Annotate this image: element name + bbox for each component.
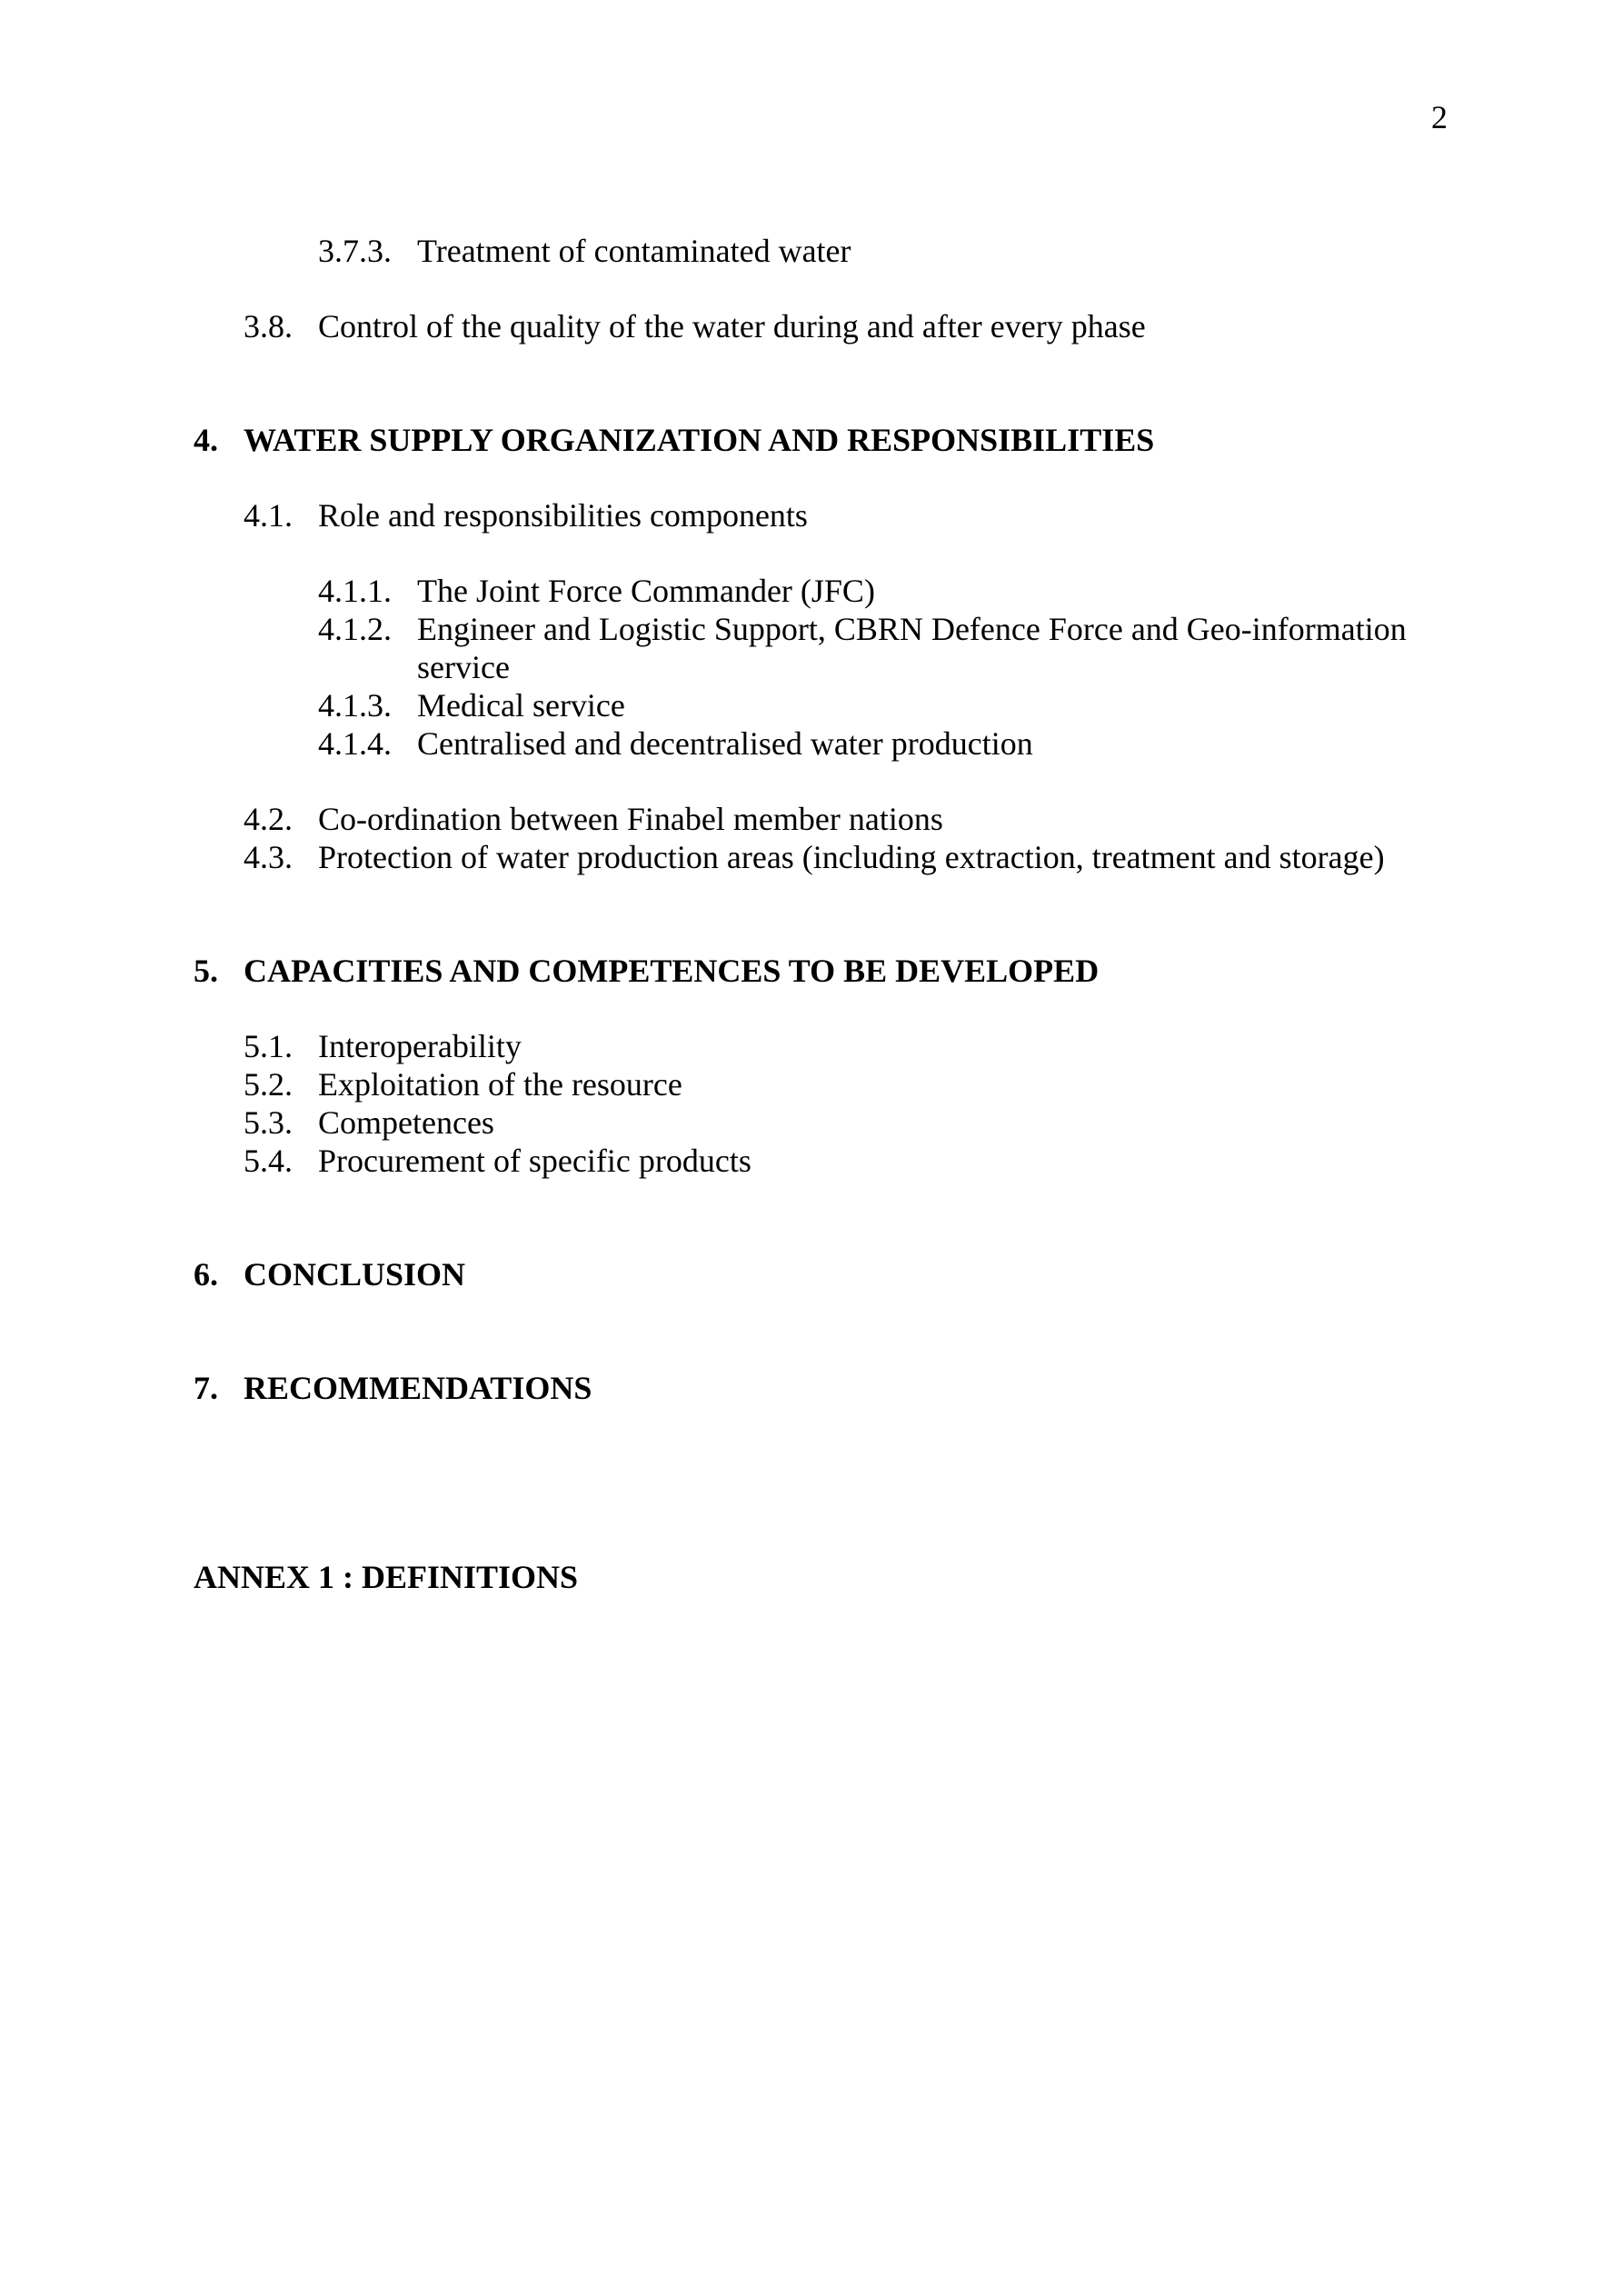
section-title: CONCLUSION — [244, 1256, 466, 1293]
page-number: 2 — [1431, 99, 1448, 135]
toc-entry-number: 3.8. — [244, 308, 293, 344]
toc-entry-title: Exploitation of the resource — [318, 1066, 682, 1103]
toc-entry-title: Engineer and Logistic Support, CBRN Defence Force and Geo-information — [417, 611, 1407, 647]
toc-entry-number: 4.2. — [244, 801, 293, 837]
section-title: WATER SUPPLY ORGANIZATION AND RESPONSIBILITIES — [244, 422, 1155, 458]
toc-entry-title-continuation: service — [417, 649, 510, 685]
section-title: RECOMMENDATIONS — [244, 1370, 592, 1406]
toc-entry-title: Procurement of specific products — [318, 1143, 751, 1179]
toc-entry-number: 3.7.3. — [318, 233, 392, 269]
toc-entry-number: 4.1.4. — [318, 725, 392, 762]
toc-entry-title: Interoperability — [318, 1028, 522, 1064]
section-number: 5. — [194, 953, 218, 989]
toc-entry-number: 4.3. — [244, 839, 293, 875]
section-number: 4. — [194, 422, 218, 458]
annex-heading-1: ANNEX 1 : DEFINITIONS — [194, 1559, 579, 1595]
toc-entry-number: 4.1.3. — [318, 687, 392, 724]
toc-entry-title: Medical service — [417, 687, 625, 724]
toc-entry-number: 4.1.1. — [318, 573, 392, 609]
toc-entry-title: Competences — [318, 1104, 494, 1141]
section-number: 7. — [194, 1370, 218, 1406]
toc-entry-title: Control of the quality of the water during and after every phase — [318, 308, 1146, 344]
section-title: CAPACITIES AND COMPETENCES TO BE DEVELOPED — [244, 953, 1100, 989]
toc-entry-number: 5.4. — [244, 1143, 293, 1179]
toc-entry-number: 4.1. — [244, 497, 293, 534]
toc-entry-title: Role and responsibilities components — [318, 497, 808, 534]
toc-entry-number: 5.1. — [244, 1028, 293, 1064]
toc-entry-title: Co-ordination between Finabel member nations — [318, 801, 943, 837]
section-number: 6. — [194, 1256, 218, 1293]
toc-entry-number: 5.3. — [244, 1104, 293, 1141]
toc-entry-number: 4.1.2. — [318, 611, 392, 647]
toc-entry-number: 5.2. — [244, 1066, 293, 1103]
toc-entry-title: Centralised and decentralised water production — [417, 725, 1033, 762]
toc-entry-title: The Joint Force Commander (JFC) — [417, 573, 875, 609]
toc-entry-title: Treatment of contaminated water — [417, 233, 851, 269]
toc-entry-title: Protection of water production areas (including extraction, treatment and storage) — [318, 839, 1385, 875]
